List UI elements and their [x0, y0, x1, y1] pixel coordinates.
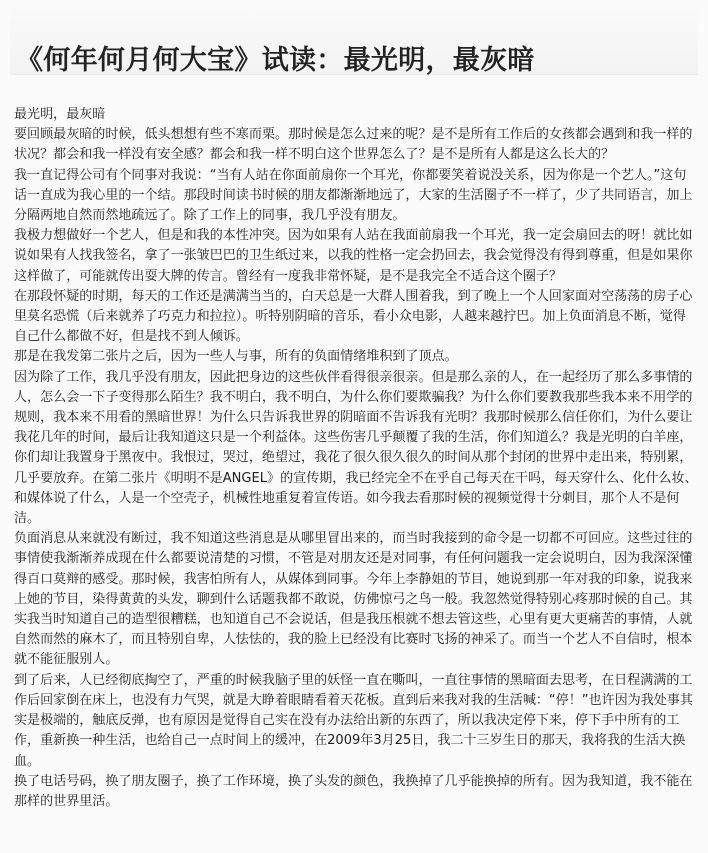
- article-body: [14, 105, 698, 812]
- page-title: 《何年何月何大宝》试读：最光明，最灰暗: [16, 45, 535, 76]
- paragraph: 要回顾最灰暗的时候，低头想想有些不寒而栗。那时候是怎么过来的呢？是不是所有工作后的女孩都会遇到和我一样的状况？都会和我一样没有安全感？都会和我一样不明白这个世界怎么了？是不是所有人都是这么长大的？: [14, 127, 693, 163]
- paragraph: 那是在我发第二张片之后，因为一些人与事，所有的负面情绪堆积到了顶点。: [14, 349, 458, 365]
- paragraph: 到了后来，人已经彻底掏空了，严重的时候我脑子里的妖怪一直在嘶叫，一直往事情的黑暗面去思考，在日程满满的工作后回家倒在床上，也没有力气哭，就是大睁着眼睛看着天花板。直到后来我对我的生活喊：“停！”也许因为我处事其实是极端的，触底反弹，也有原因是觉得自己实在没有办法给出新的东西了，所以我决定停下来，停下手中所有的工作，重新换一种生活，也给自己一点时间上的缓冲，在2009年3月25日，我二十三岁生日的那天，我将我的生活大换血。: [14, 672, 693, 769]
- title-header: [10, 8, 698, 75]
- paragraph: 在那段怀疑的时期，每天的工作还是满满当当的，白天总是一大群人围着我，到了晚上一个人回家面对空荡荡的房子心里莫名恐慌（后来就养了巧克力和拉拉）。听特别阴暗的音乐，看小众电影，人越来越拧巴。加上负面消息不断，觉得自己什么都做不好，但是找不到人倾诉。: [14, 288, 693, 345]
- paragraph: 换了电话号码，换了朋友圈子，换了工作环境，换了头发的颜色，我换掉了几乎能换掉的所有。因为我知道，我不能在那样的世界里活。: [14, 773, 693, 809]
- paragraph: 我极力想做好一个艺人，但是和我的本性冲突。因为如果有人站在我面前扇我一个耳光，我一定会扇回去的呀！就比如说如果有人找我签名，拿了一张皱巴巴的卫生纸过来，以我的性格一定会扔回去，我会觉得没有得到尊重，但是如果你这样做了，可能就传出耍大牌的传言。曾经有一度我非常怀疑，是不是我完全不适合这个圈子？: [14, 228, 693, 284]
- paragraph: 我一直记得公司有个同事对我说：“当有人站在你面前扇你一个耳光，你都要笑着说没关系，因为你是一个艺人。”这句话一直成为我心里的一个结。那段时间读书时候的朋友都渐渐地远了，大家的生活圈子不一样了，少了共同语言，加上分隔两地自然而然地疏远了。除了工作上的同事，我几乎没有朋友。: [14, 167, 693, 224]
- paragraph-subtitle: 最光明，最灰暗: [14, 107, 106, 122]
- paragraph: 负面消息从来就没有断过，我不知道这些消息是从哪里冒出来的，而当时我接到的命令是一切都不可回应。这些过往的事情使我渐渐养成现在什么都要说清楚的习惯，不管是对朋友还是对同事，有任何问题我一定会说明白，因为我深深懂得百口莫辩的感受。那时候，我害怕所有人，从媒体到同事。今年上李静姐的节目，她说到那一年对我的印象，说我来上她的节目，染得黄黄的头发，聊到什么话题我都不敢说，仿佛惊弓之鸟一般。我忽然觉得特别心疼那时候的自己。其实我当时知道自己的造型很糟糕，也知道自己不会说话，但是我压根就不想去管这些，心里有更大更痛苦的事情，人就自然而然的麻木了，而且特别自卑，人怯怯的，我的脸上已经没有比赛时飞扬的神采了。而当一个艺人不自信时，根本就不能征服别人。: [14, 531, 693, 668]
- paragraph: 因为除了工作，我几乎没有朋友，因此把身边的这些伙伴看得很亲很亲。但是那么亲的人，在一起经历了那么多事情的人，怎么会一下子变得那么陌生？我不明白，我不明白，为什么你们要欺骗我？为什么你们要教我那些我本来不用学的规则，我本来不用看的黑暗世界！为什么只告诉我世界的阴暗面不告诉我有光明？我那时候那么信任你们，为什么要让我花几年的时间，最后让我知道这只是一个利益体。这些伤害几乎颠覆了我的生活，你们知道么？我是光明的白羊座，你们却让我置身于黑夜中。我恨过，哭过，绝望过，我花了很久很久很久的时间从那个封闭的世界中走出来，特别累，几乎要放弃。在第二张片《明明不是ANGEL》的宣传期，我已经完全不在乎自己每天在干吗，每天穿什么、化什么妆、和媒体说了什么，人是一个空壳子，机械性地重复着宣传语。如今我去看那时候的视频觉得十分刺目，那个人不是何洁。: [14, 369, 698, 527]
